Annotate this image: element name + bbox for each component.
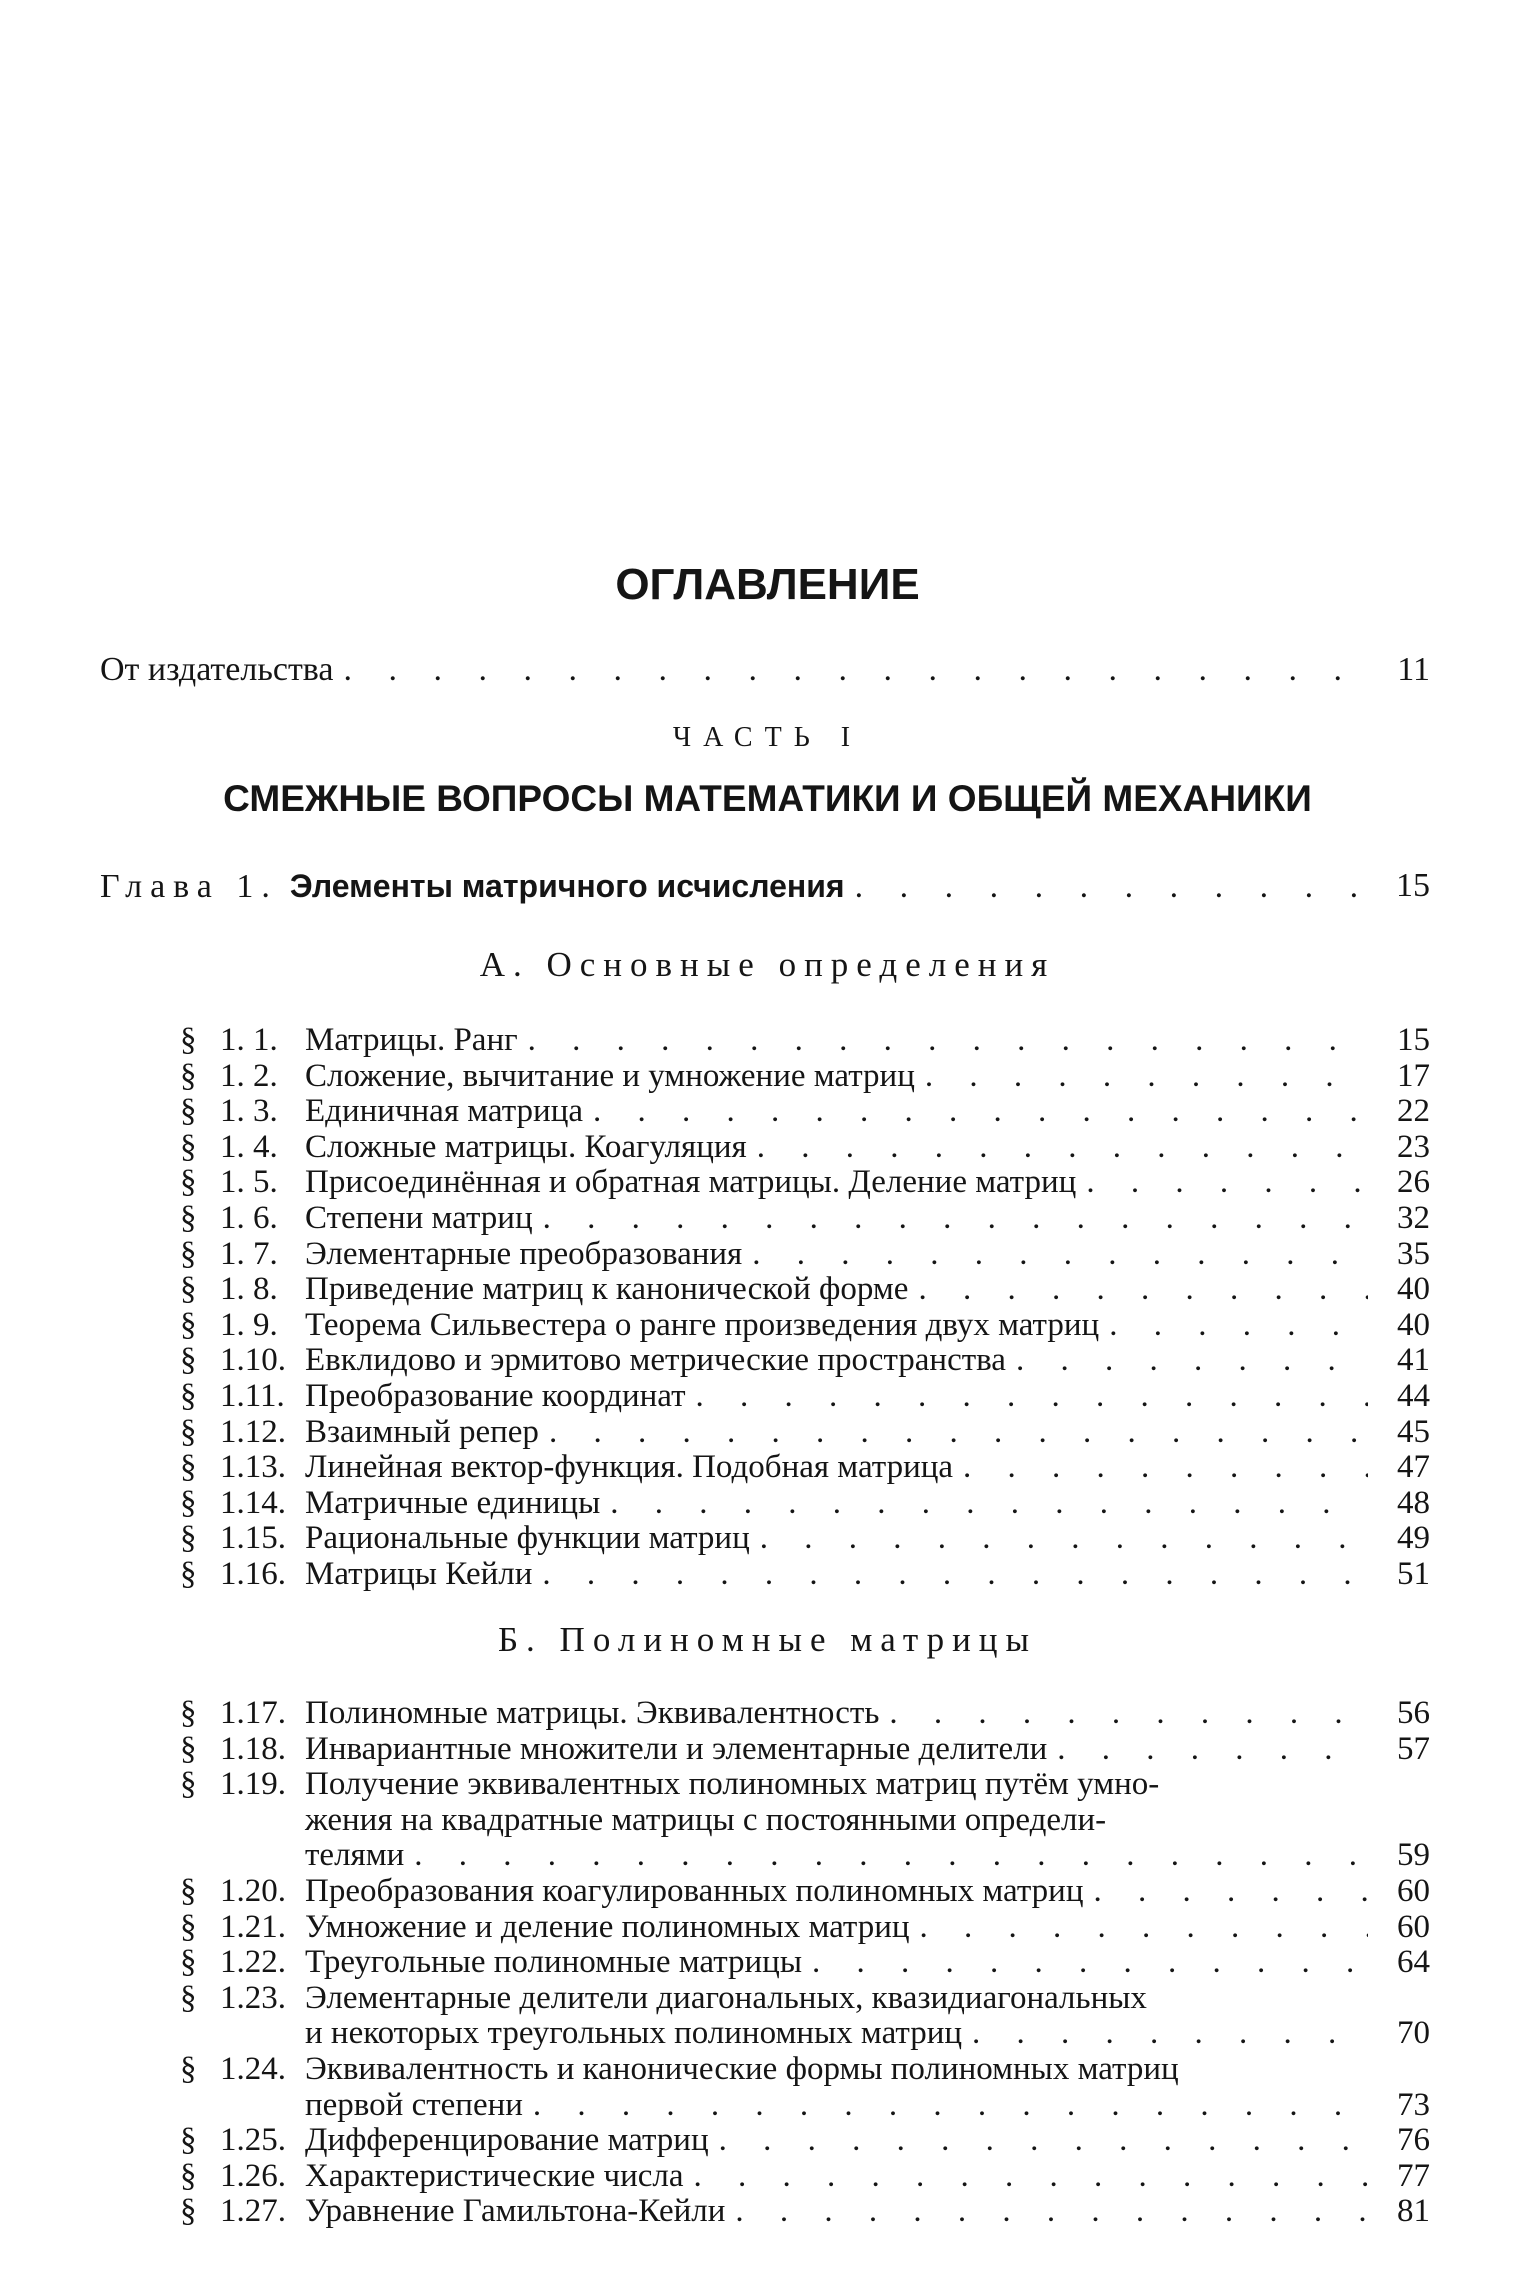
entry-title: От издательства xyxy=(100,652,334,688)
section-sign: § xyxy=(180,1730,197,1767)
entry-page: 47 xyxy=(1397,1449,1430,1486)
leader-dots xyxy=(414,1837,1368,1873)
toc-entry[interactable] xyxy=(180,1909,1430,1945)
entry-title: Приведение матриц к канонической форме xyxy=(305,1271,909,1308)
entry-title-wrap xyxy=(305,1980,1368,2016)
toc-entry-continuation[interactable] xyxy=(180,2087,1430,2123)
entry-page: 60 xyxy=(1397,1873,1430,1909)
entry-number: 1.19. xyxy=(220,1766,286,1803)
chapter-title: Элементы матричного исчисления xyxy=(289,868,845,904)
entry-title: и некоторых треугольных полиномных матриц xyxy=(305,2015,963,2052)
entry-number: 1. 7. xyxy=(220,1235,278,1272)
entry-page: 48 xyxy=(1397,1484,1430,1521)
entry-title-line: Эквивалентность и канонические формы полиномных матриц xyxy=(305,2051,1179,2087)
leader-dots xyxy=(533,2087,1368,2123)
entry-page: 23 xyxy=(1397,1128,1430,1165)
toc-entry-front[interactable] xyxy=(100,652,1430,688)
entry-page: 56 xyxy=(1397,1695,1430,1731)
section-sign: § xyxy=(180,1306,197,1343)
leader-dots xyxy=(593,1093,1368,1129)
entry-title: Линейная вектор-функция. Подобная матрица xyxy=(305,1449,954,1486)
entry-number: 1.26. xyxy=(220,2157,286,2194)
entry-number: 1. 8. xyxy=(220,1271,278,1308)
toc-entry[interactable] xyxy=(180,1022,1430,1058)
toc-entry[interactable] xyxy=(180,1129,1430,1165)
entry-title-wrap xyxy=(305,1766,1368,1802)
section-sign: § xyxy=(180,1235,197,1272)
toc-entry-continuation[interactable] xyxy=(180,1837,1430,1873)
section-sign: § xyxy=(180,1979,197,2016)
entry-title-wrap xyxy=(305,1022,1368,1058)
leader-dots xyxy=(735,2193,1368,2229)
entry-title: Евклидово и эрмитово метрические пространства xyxy=(305,1342,1006,1379)
section-sign: § xyxy=(180,1873,197,1909)
section-sign: § xyxy=(180,1057,197,1094)
entry-title: Треугольные полиномные матрицы xyxy=(305,1944,803,1981)
toc-entry[interactable] xyxy=(180,1556,1430,1592)
leader-dots xyxy=(1057,1731,1368,1767)
toc-entry[interactable] xyxy=(180,1093,1430,1129)
toc-entry[interactable] xyxy=(180,1449,1430,1485)
section-sign: § xyxy=(180,2122,197,2159)
entry-title-wrap xyxy=(305,1236,1368,1272)
entry-page: 45 xyxy=(1397,1413,1430,1450)
part-label: ЧАСТЬ I xyxy=(672,722,863,753)
leader-dots xyxy=(694,2158,1368,2194)
entry-title-wrap xyxy=(305,1695,1368,1731)
entry-page: 76 xyxy=(1397,2122,1430,2159)
toc-title: ОГЛАВЛЕНИЕ xyxy=(615,560,920,609)
entry-title-wrap xyxy=(305,1129,1368,1165)
toc-entry[interactable] xyxy=(180,2051,1430,2087)
toc-entry[interactable] xyxy=(180,1520,1430,1556)
toc-entry[interactable] xyxy=(180,2158,1430,2194)
leader-dots xyxy=(972,2015,1368,2051)
entry-page: 73 xyxy=(1397,2086,1430,2123)
entry-title-wrap xyxy=(305,1200,1368,1236)
entry-title-wrap xyxy=(305,1164,1368,1200)
entry-title-wrap xyxy=(305,1837,1368,1873)
entry-number: 1.21. xyxy=(220,1908,286,1945)
leader-dots xyxy=(610,1485,1368,1521)
section-sign: § xyxy=(180,1342,197,1379)
entry-number: 1. 4. xyxy=(220,1128,278,1165)
entry-title-wrap xyxy=(305,2051,1368,2087)
entry-number: 1. 3. xyxy=(220,1093,278,1130)
entry-page: 59 xyxy=(1397,1837,1430,1874)
entry-number: 1.15. xyxy=(220,1520,286,1557)
entry-title-wrap xyxy=(305,1520,1368,1556)
entry-number: 1. 5. xyxy=(220,1164,278,1201)
entry-page: 51 xyxy=(1397,1556,1430,1592)
entry-title: Умножение и деление полиномных матриц xyxy=(305,1908,910,1945)
leader-dots xyxy=(760,1520,1368,1556)
leader-dots xyxy=(1016,1342,1368,1378)
entry-page: 15 xyxy=(1397,1022,1430,1058)
entry-title-wrap xyxy=(305,1307,1368,1343)
section-sign: § xyxy=(180,1520,197,1557)
entry-page: 11 xyxy=(1397,651,1430,688)
entry-title: Матрицы Кейли xyxy=(305,1556,533,1592)
toc-entry[interactable] xyxy=(180,1414,1430,1450)
leader-dots xyxy=(963,1449,1368,1485)
entry-title-wrap xyxy=(305,1873,1368,1909)
entry-title: Элементарные преобразования xyxy=(305,1235,743,1272)
section-sign: § xyxy=(180,1766,197,1803)
entry-title: Взаимный репер xyxy=(305,1413,539,1450)
entry-title: Присоединённая и обратная матрицы. Деление матриц xyxy=(305,1164,1077,1201)
section-sign: § xyxy=(180,2051,197,2087)
section-sign: § xyxy=(180,1695,197,1731)
entry-page: 40 xyxy=(1397,1271,1430,1308)
entry-title-wrap xyxy=(305,2122,1368,2158)
leader-dots xyxy=(752,1236,1368,1272)
leader-dots xyxy=(925,1058,1368,1094)
leader-dots xyxy=(344,652,1368,688)
entry-number: 1. 1. xyxy=(220,1022,278,1058)
section-sign: § xyxy=(180,1908,197,1945)
leader-dots xyxy=(889,1695,1368,1731)
entry-title-line: жения на квадратные матрицы с постоянными определи- xyxy=(305,1801,1107,1838)
section-sign: § xyxy=(180,1022,197,1058)
leader-dots xyxy=(542,1556,1368,1592)
toc-entry[interactable] xyxy=(180,1731,1430,1767)
entry-title: Уравнение Гамильтона-Кейли xyxy=(305,2193,726,2230)
entry-page: 57 xyxy=(1397,1730,1430,1767)
entry-title-wrap xyxy=(305,1342,1368,1378)
toc-entry[interactable] xyxy=(180,1378,1430,1414)
entry-title-wrap xyxy=(305,2087,1368,2123)
entry-title: Единичная матрица xyxy=(305,1093,584,1130)
leader-dots xyxy=(757,1129,1368,1165)
toc-entry[interactable] xyxy=(180,1271,1430,1307)
toc-entry-chapter-1[interactable] xyxy=(100,868,1430,904)
entry-title-wrap xyxy=(305,1058,1368,1094)
toc-entry[interactable] xyxy=(180,1485,1430,1521)
entry-number: 1. 2. xyxy=(220,1057,278,1094)
entry-page: 60 xyxy=(1397,1908,1430,1945)
entry-number: 1.12. xyxy=(220,1413,286,1450)
entry-number: 1.22. xyxy=(220,1944,286,1981)
entry-title-wrap xyxy=(305,1414,1368,1450)
section-sign: § xyxy=(180,1556,197,1592)
entry-number: 1.25. xyxy=(220,2122,286,2159)
toc-entry[interactable] xyxy=(180,2122,1430,2158)
entry-title: Характеристические числа xyxy=(305,2157,684,2194)
entry-title-wrap xyxy=(305,2015,1368,2051)
toc-entry[interactable] xyxy=(180,1236,1430,1272)
entry-title: Инвариантные множители и элементарные делители xyxy=(305,1730,1048,1767)
entry-number: 1.18. xyxy=(220,1730,286,1767)
entry-title-wrap xyxy=(305,2158,1368,2194)
chapter-label: Глава 1. xyxy=(100,868,278,905)
leader-dots xyxy=(918,1271,1368,1307)
section-sign: § xyxy=(180,2157,197,2194)
leader-dots xyxy=(543,1200,1368,1236)
section-sign: § xyxy=(180,1093,197,1130)
entry-title: Сложные матрицы. Коагуляция xyxy=(305,1128,747,1165)
entry-title-line: Получение эквивалентных полиномных матриц путём умно- xyxy=(305,1766,1160,1803)
entry-number: 1.23. xyxy=(220,1979,286,2016)
toc-entry-continuation[interactable] xyxy=(180,2015,1430,2051)
entry-page: 44 xyxy=(1397,1378,1430,1414)
entry-title: первой степени xyxy=(305,2086,523,2123)
section-sign: § xyxy=(180,1128,197,1165)
entry-number: 1.17. xyxy=(220,1695,286,1731)
entry-number: 1.11. xyxy=(220,1378,285,1414)
entry-number: 1.24. xyxy=(220,2051,286,2087)
part-title: СМЕЖНЫЕ ВОПРОСЫ МАТЕМАТИКИ И ОБЩЕЙ МЕХАНИКИ xyxy=(223,778,1312,819)
entry-page: 77 xyxy=(1397,2157,1430,2194)
toc-entry[interactable] xyxy=(180,1944,1430,1980)
entry-page: 41 xyxy=(1397,1342,1430,1379)
section-sign: § xyxy=(180,1200,197,1236)
entry-page: 49 xyxy=(1397,1520,1430,1557)
toc-entry[interactable] xyxy=(180,2193,1430,2229)
toc-entry[interactable] xyxy=(180,1980,1430,2016)
entry-number: 1. 9. xyxy=(220,1306,278,1343)
toc-entry[interactable] xyxy=(180,1766,1430,1802)
entry-title: Матричные единицы xyxy=(305,1484,601,1521)
entry-title-wrap xyxy=(305,1909,1368,1945)
entry-title: Матрицы. Ранг xyxy=(305,1022,518,1058)
entry-title-wrap xyxy=(305,1093,1368,1129)
entry-number: 1.14. xyxy=(220,1484,286,1521)
section-heading-b: Б. Полиномные матрицы xyxy=(497,1620,1038,1659)
entry-page: 35 xyxy=(1397,1235,1430,1272)
entry-title-wrap xyxy=(305,1378,1368,1414)
toc-entry[interactable] xyxy=(180,1058,1430,1094)
entry-title: Полиномные матрицы. Эквивалентность xyxy=(305,1695,880,1731)
entry-title: Степени матриц xyxy=(305,1200,533,1236)
entry-number: 1.16. xyxy=(220,1556,286,1592)
entry-title: Сложение, вычитание и умножение матриц xyxy=(305,1057,915,1094)
section-sign: § xyxy=(180,2193,197,2230)
entry-page: 81 xyxy=(1397,2193,1430,2230)
entry-title-wrap xyxy=(305,1449,1368,1485)
entry-title-wrap xyxy=(305,1944,1368,1980)
entry-title-wrap xyxy=(305,1271,1368,1307)
leader-dots xyxy=(920,1909,1368,1945)
leader-dots xyxy=(549,1414,1368,1450)
section-sign: § xyxy=(180,1271,197,1308)
entry-number: 1.20. xyxy=(220,1873,286,1909)
entry-page: 64 xyxy=(1397,1944,1430,1981)
toc-entry[interactable] xyxy=(180,1307,1430,1343)
toc-entry[interactable] xyxy=(180,1164,1430,1200)
entry-title: Преобразование координат xyxy=(305,1378,686,1414)
section-heading-a: А. Основные определения xyxy=(479,945,1056,984)
entry-title-wrap xyxy=(305,1485,1368,1521)
leader-dots xyxy=(1109,1307,1368,1343)
toc-entry[interactable] xyxy=(180,1873,1430,1909)
entry-title-wrap xyxy=(305,1556,1368,1592)
entry-title: Рациональные функции матриц xyxy=(305,1520,750,1557)
entry-number: 1. 6. xyxy=(220,1200,278,1236)
entry-title: Преобразования коагулированных полиномных матриц xyxy=(305,1873,1084,1909)
leader-dots xyxy=(528,1022,1368,1058)
section-sign: § xyxy=(180,1449,197,1486)
toc-entry[interactable] xyxy=(180,1695,1430,1731)
entry-title: телями xyxy=(305,1837,405,1874)
entry-page: 22 xyxy=(1397,1093,1430,1130)
leader-dots xyxy=(696,1378,1368,1414)
entry-number: 1.13. xyxy=(220,1449,286,1486)
entry-title-wrap xyxy=(305,1731,1368,1767)
toc-entry[interactable] xyxy=(180,1342,1430,1378)
section-sign: § xyxy=(180,1378,197,1414)
entry-title: Теорема Сильвестера о ранге произведения двух матриц xyxy=(305,1306,1100,1343)
entry-page: 17 xyxy=(1397,1057,1430,1094)
leader-dots xyxy=(719,2122,1368,2158)
entry-page: 32 xyxy=(1397,1200,1430,1236)
section-sign: § xyxy=(180,1944,197,1981)
section-sign: § xyxy=(180,1484,197,1521)
entry-number: 1.27. xyxy=(220,2193,286,2230)
section-sign: § xyxy=(180,1164,197,1201)
leader-dots xyxy=(1086,1164,1368,1200)
entry-page: 26 xyxy=(1397,1164,1430,1201)
entry-page: 70 xyxy=(1397,2015,1430,2052)
toc-entry[interactable] xyxy=(180,1200,1430,1236)
entry-title-line: Элементарные делители диагональных, квазидиагональных xyxy=(305,1979,1147,2016)
entry-number: 1.10. xyxy=(220,1342,286,1379)
entry-title-wrap xyxy=(305,2193,1368,2229)
entry-page: 15 xyxy=(1396,867,1430,904)
entry-page: 40 xyxy=(1397,1306,1430,1343)
section-sign: § xyxy=(180,1413,197,1450)
leader-dots xyxy=(812,1944,1368,1980)
leader-dots xyxy=(1094,1873,1369,1909)
entry-title: Дифференцирование матриц xyxy=(305,2122,709,2159)
leader-dots xyxy=(855,869,1368,905)
